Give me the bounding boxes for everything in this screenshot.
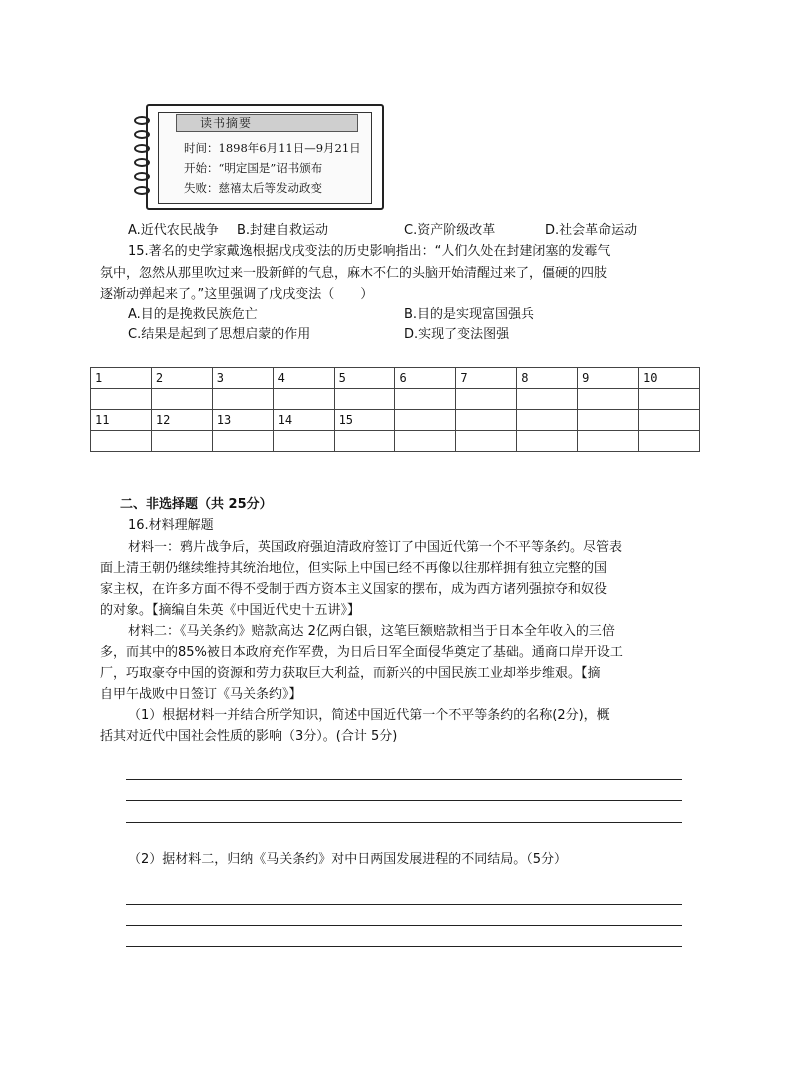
q14-option-c: C.资产阶级改革 (404, 223, 496, 238)
table-cell: 12 (151, 410, 212, 431)
answer-cell[interactable] (273, 389, 334, 410)
material-one-line: 材料一：鸦片战争后，英国政府强迫清政府签订了中国近代第一个不平等条约。尽管表 (128, 540, 623, 555)
answer-blank-line[interactable] (126, 946, 682, 947)
q15-option-c: C.结果是起到了思想启蒙的作用 (128, 327, 311, 342)
answer-cell[interactable] (91, 431, 152, 452)
q15-option-d: D.实现了变法图强 (404, 327, 510, 342)
answer-cell[interactable] (578, 389, 639, 410)
q15-stem-line: 逐渐动弹起来了。”这里强调了戊戌变法（ ） (100, 287, 374, 302)
card-line-time: 时间：1898年6月11日—9月21日 (184, 141, 361, 155)
answer-table (90, 367, 700, 452)
table-cell: 8 (517, 368, 578, 389)
table-cell: 5 (334, 368, 395, 389)
answer-cell[interactable] (395, 389, 456, 410)
table-cell (578, 410, 639, 431)
table-row (91, 410, 700, 431)
card-title: 读书摘要 (200, 116, 253, 130)
answer-cell[interactable] (91, 389, 152, 410)
spiral-ring-icon (134, 130, 150, 139)
sub-question-1-line: （1）根据材料一并结合所学知识，简述中国近代第一个不平等条约的名称(2分)，概 (128, 708, 610, 723)
q14-option-b: B.封建自救运动 (237, 223, 329, 238)
table-cell: 10 (639, 368, 700, 389)
table-cell: 11 (91, 410, 152, 431)
q15-stem-line: 15.著名的史学家戴逸根据戊戌变法的历史影响指出：“人们久处在封建闭塞的发霉气 (128, 244, 611, 259)
answer-cell[interactable] (578, 431, 639, 452)
table-cell: 9 (578, 368, 639, 389)
table-row-answer (91, 389, 700, 410)
answer-blank-line[interactable] (126, 925, 682, 926)
table-cell: 2 (151, 368, 212, 389)
table-cell: 3 (212, 368, 273, 389)
answer-cell[interactable] (151, 431, 212, 452)
card-line-failure: 失败：慈禧太后等发动政变 (184, 181, 322, 195)
material-two-line: 多，而其中的85%被日本政府充作军费，为日后日军全面侵华奠定了基础。通商口岸开设工 (100, 645, 623, 660)
answer-cell[interactable] (639, 389, 700, 410)
material-one-line: 家主权，在许多方面不得不受制于西方资本主义国家的摆布，成为西方诸列强掠夺和奴役 (100, 582, 608, 597)
q15-option-a: A.目的是挽救民族危亡 (128, 307, 258, 322)
q14-option-a: A.近代农民战争 (128, 223, 219, 238)
reading-summary-card (128, 104, 386, 212)
spiral-ring-icon (134, 116, 150, 125)
answer-cell[interactable] (334, 389, 395, 410)
sub-question-2: （2）据材料二，归纳《马关条约》对中日两国发展进程的不同结局。（5分） (128, 852, 568, 867)
material-two-line: 厂，巧取豪夺中国的资源和劳力获取巨大利益，而新兴的中国民族工业却举步维艰。【摘 (100, 666, 601, 681)
q16-title: 16.材料理解题 (128, 518, 214, 533)
answer-cell[interactable] (212, 431, 273, 452)
spiral-ring-icon (134, 144, 150, 153)
q15-stem-line: 氛中，忽然从那里吹过来一股新鲜的气息，麻木不仁的头脑开始清醒过来了，僵硬的四肢 (100, 266, 608, 281)
table-cell (517, 410, 578, 431)
material-one-line: 的对象。【摘编自朱英《中国近代史十五讲》】 (100, 603, 361, 618)
answer-blank-line[interactable] (126, 822, 682, 823)
answer-cell[interactable] (517, 389, 578, 410)
table-cell (639, 410, 700, 431)
table-cell: 4 (273, 368, 334, 389)
answer-cell[interactable] (273, 431, 334, 452)
answer-cell[interactable] (639, 431, 700, 452)
table-cell: 7 (456, 368, 517, 389)
answer-cell[interactable] (517, 431, 578, 452)
spiral-ring-icon (134, 186, 150, 195)
answer-cell[interactable] (456, 389, 517, 410)
section-heading: 二、非选择题（共 25分） (120, 497, 273, 512)
spiral-ring-icon (134, 172, 150, 181)
answer-cell[interactable] (212, 389, 273, 410)
material-two-line: 自甲午战败中日签订《马关条约》】 (100, 687, 302, 702)
table-cell: 14 (273, 410, 334, 431)
table-cell: 1 (91, 368, 152, 389)
table-row (91, 368, 700, 389)
answer-blank-line[interactable] (126, 800, 682, 801)
spiral-ring-icon (134, 158, 150, 167)
q15-option-b: B.目的是实现富国强兵 (404, 307, 535, 322)
table-cell (395, 410, 456, 431)
answer-cell[interactable] (456, 431, 517, 452)
material-two-line: 材料二：《马关条约》赔款高达 2亿两白银，这笔巨额赔款相当于日本全年收入的三倍 (128, 624, 615, 639)
table-cell (456, 410, 517, 431)
table-cell: 6 (395, 368, 456, 389)
answer-cell[interactable] (151, 389, 212, 410)
card-line-start: 开始：“明定国是”诏书颁布 (184, 161, 323, 175)
answer-blank-line[interactable] (126, 779, 682, 780)
sub-question-1-line: 括其对近代中国社会性质的影响（3分）。(合计 5分) (100, 729, 398, 744)
table-row-answer (91, 431, 700, 452)
material-one-line: 面上清王朝仍继续维持其统治地位，但实际上中国已经不再像以往那样拥有独立完整的国 (100, 561, 608, 576)
q14-option-d: D.社会革命运动 (545, 223, 638, 238)
table-cell: 13 (212, 410, 273, 431)
answer-cell[interactable] (334, 431, 395, 452)
table-cell: 15 (334, 410, 395, 431)
answer-cell[interactable] (395, 431, 456, 452)
answer-blank-line[interactable] (126, 904, 682, 905)
